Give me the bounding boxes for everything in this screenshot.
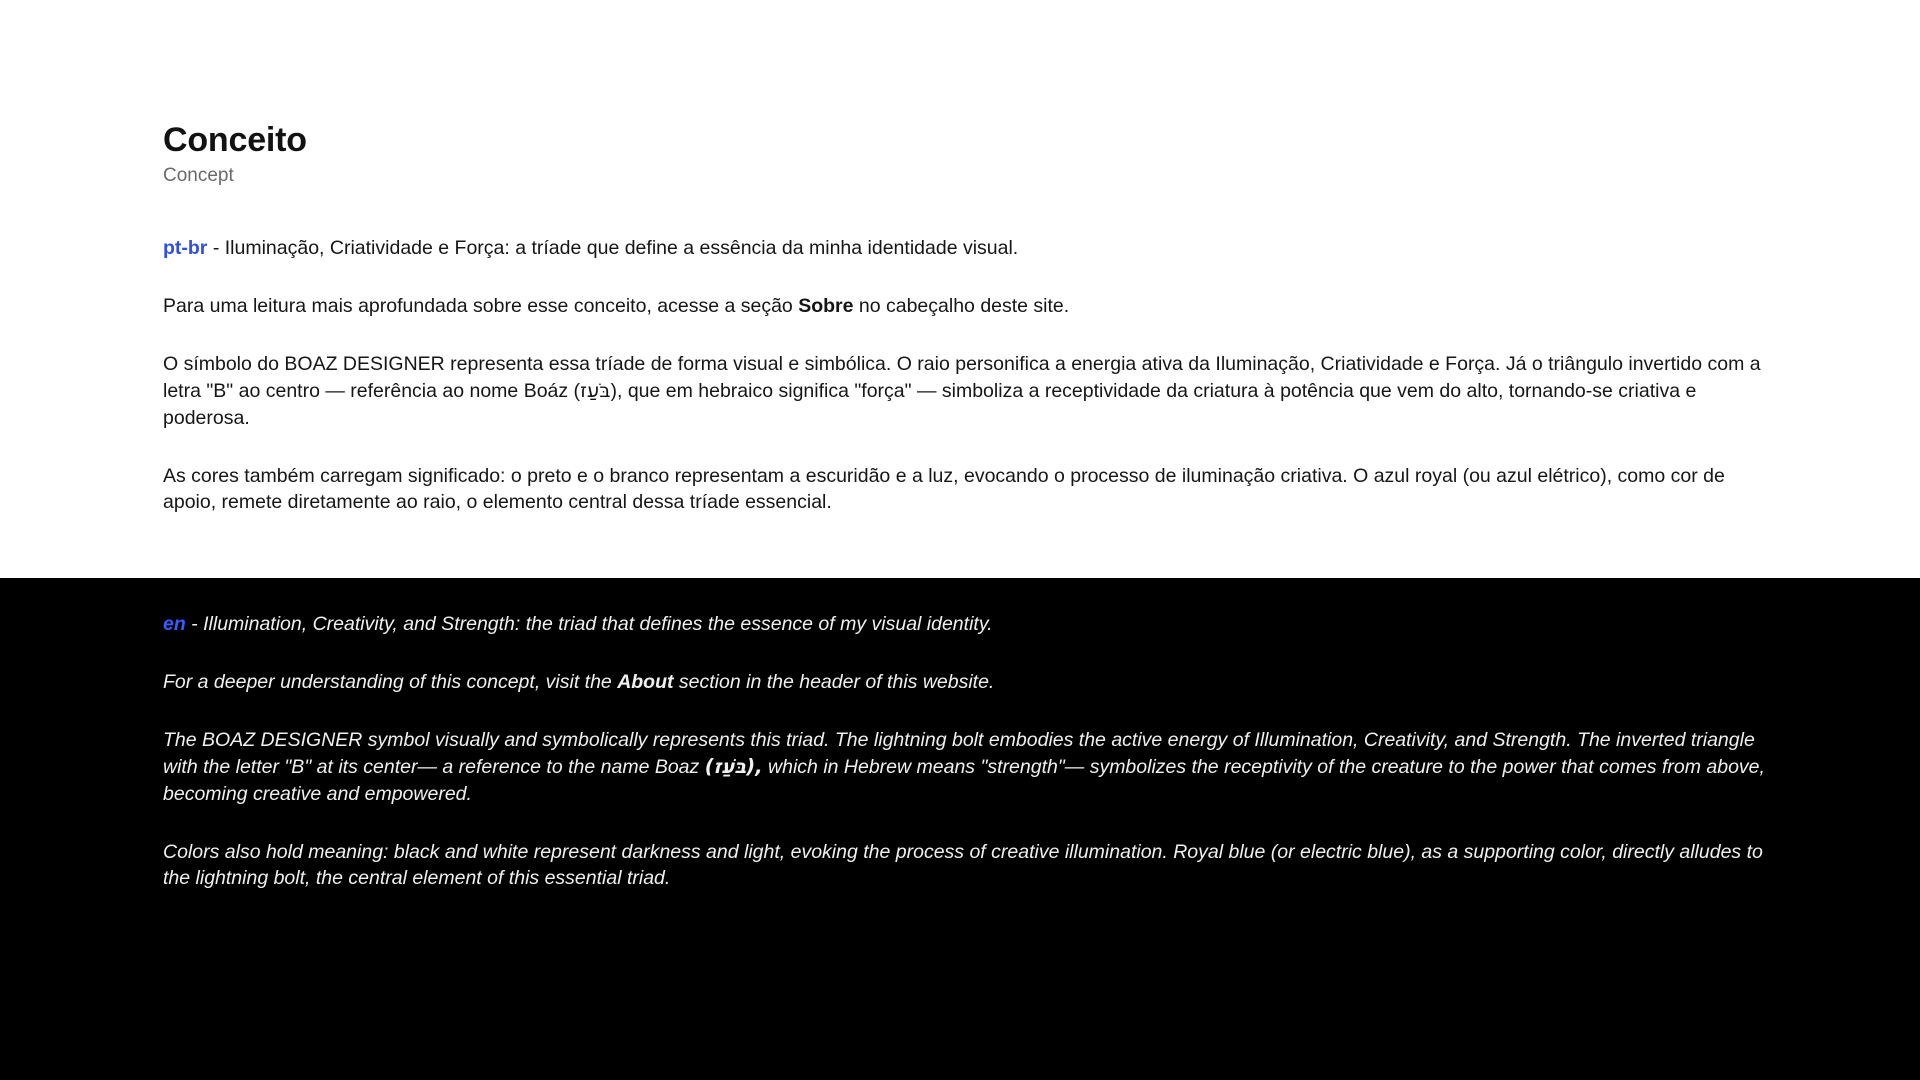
portuguese-body xyxy=(163,235,1763,516)
pt-p1-dash: - xyxy=(207,237,225,259)
pt-paragraph-2 xyxy=(163,293,1763,320)
en-p3-part1: The BOAZ DESIGNER symbol visually and symbolically represents this triad. The lightning bolt embodies the active energy of Illumination, Creativity, and Strength. The inverted triangle with the letter "B" at its center— a reference to the name Boaz xyxy=(163,728,1755,778)
page-title: Conceito xyxy=(163,121,307,159)
en-p2-after: section in the header of this website. xyxy=(673,670,995,693)
en-p2-before: For a deeper understanding of this concept, visit the xyxy=(163,670,618,693)
en-p2-bold-about: About xyxy=(617,670,674,693)
en-p3-part2: which in Hebrew means "strength"— symbolizes the receptivity of the creature to the power that comes from above, becoming creative and empowered. xyxy=(163,755,1765,805)
pt-paragraph-4: As cores também carregam significado: o preto e o branco representam a escuridão e a luz, evocando o processo de iluminação criativa. O azul royal (ou azul elétrico), como cor de apoio, remete diretamente ao raio, o elemento central dessa tríade essencial. xyxy=(163,464,1725,514)
en-p3-hebrew: (בֹּעַז), xyxy=(704,754,763,778)
en-paragraph-1 xyxy=(163,611,1783,638)
english-body xyxy=(163,611,1783,892)
pt-p2-bold-about: Sobre xyxy=(798,294,854,317)
pt-p3-part2: ), que em hebraico significa "força" — simboliza a receptividade da criatura à potência que vem do alto, tornando-se criativa e poderosa. xyxy=(163,379,1697,429)
pt-p3-hebrew: בֹּעַז xyxy=(580,378,611,402)
pt-p2-after: no cabeçalho deste site. xyxy=(853,294,1070,317)
pt-p3-part1: O símbolo do BOAZ DESIGNER representa essa tríade de forma visual e simbólica. O raio personifica a energia ativa da Iluminação, Criatividade e Força. Já o triângulo invertido com a letra "B" ao centro — referência ao nome Boáz ( xyxy=(163,352,1761,402)
english-section xyxy=(0,578,1920,1080)
en-language-tag: en xyxy=(163,613,186,635)
en-p1-dash: - xyxy=(185,613,204,635)
page-subtitle: Concept xyxy=(163,165,234,187)
pt-paragraph-3 xyxy=(163,351,1763,432)
en-paragraph-3 xyxy=(163,727,1783,808)
en-paragraph-4: Colors also hold meaning: black and white represent darkness and light, evoking the process of creative illumination. Royal blue (or electric blue), as a supporting color, directly alludes to the lightning bolt, the central element of this essential triad. xyxy=(163,840,1763,890)
pt-language-tag: pt-br xyxy=(163,237,208,259)
pt-paragraph-1 xyxy=(163,235,1763,262)
pt-p1-text: Iluminação, Criatividade e Força: a tríade que define a essência da minha identidade visual. xyxy=(224,237,1019,259)
en-paragraph-2 xyxy=(163,669,1783,696)
en-p1-text: Illumination, Creativity, and Strength: the triad that defines the essence of my visual identity. xyxy=(203,613,993,635)
pt-p2-before: Para uma leitura mais aprofundada sobre esse conceito, acesse a seção xyxy=(163,294,799,317)
title-block xyxy=(163,122,307,187)
